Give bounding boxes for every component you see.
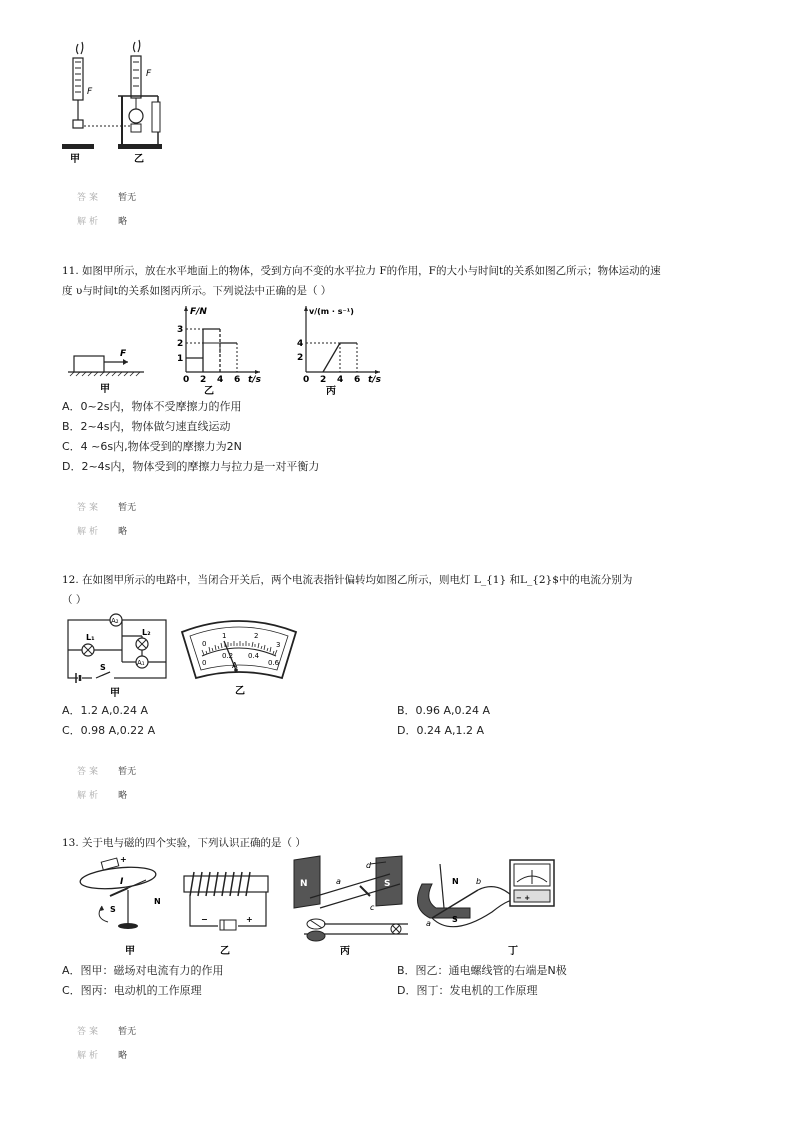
q10-analysis-row xyxy=(77,209,127,228)
analysis-label: 解析 xyxy=(77,217,102,227)
q13-label-s2: S xyxy=(384,879,391,889)
q11-bing-xlabel: t/s xyxy=(368,375,381,385)
q12-caption-yi: 乙 xyxy=(235,686,245,697)
q12-scale-bottom: 0.4 xyxy=(248,652,260,660)
q11-yi-xtick: 6 xyxy=(234,375,241,385)
q11-yi-ytick: 2 xyxy=(177,339,184,349)
analysis-label: 解析 xyxy=(77,527,102,537)
answer-value: 暂无 xyxy=(118,1027,137,1037)
q13-option-b[interactable]: B．图乙：通电螺线管的右端是N极 xyxy=(397,964,567,977)
q11-yi-ylabel: F/N xyxy=(190,307,207,317)
q13-caption-jia: 甲 xyxy=(125,946,135,957)
q11-stem-line2: 度 υ与时间t的关系如图丙所示。下列说法中正确的是（ ） xyxy=(62,285,332,297)
q12-scale-bottom: 0.2 xyxy=(222,652,234,660)
svg-text:−: − xyxy=(201,915,208,924)
q11-analysis-row xyxy=(77,519,127,538)
answer-value: 暂无 xyxy=(118,193,137,203)
q12-option-a[interactable]: A．1.2 A,0.24 A xyxy=(62,704,149,717)
analysis-label: 解析 xyxy=(77,1051,102,1061)
q13-option-d[interactable]: D．图丁：发电机的工作原理 xyxy=(397,984,538,997)
q11-caption-yi: 乙 xyxy=(204,386,214,396)
q12-switch-label: S xyxy=(100,663,106,672)
answer-label: 答案 xyxy=(77,767,102,777)
q13-fig-ding xyxy=(418,860,555,957)
q11-graph-yi xyxy=(177,306,262,396)
q13-caption-bing: 丙 xyxy=(340,946,350,957)
q13-option-a[interactable]: A．图甲：磁场对电流有力的作用 xyxy=(62,964,224,977)
analysis-value: 略 xyxy=(118,791,128,801)
q12-stem-line1: 12. 在如图甲所示的电路中，当闭合开关后，两个电流表指针偏转均如图乙所示，则电灯 L_{1} 和L_{2}$中的电流分别为 xyxy=(62,574,633,586)
answer-label: 答案 xyxy=(77,193,102,203)
q13-analysis-row xyxy=(77,1043,127,1062)
q11-bing-ylabel: v/(m · s⁻¹) xyxy=(309,307,354,316)
q12-scale-top: 1 xyxy=(222,632,227,640)
q11-bing-ytick: 2 xyxy=(297,353,304,363)
q13-label-d: d xyxy=(366,861,372,870)
q10-caption-yi: 乙 xyxy=(134,154,144,165)
q12-scale-top: 3 xyxy=(276,641,281,649)
svg-text:+: + xyxy=(246,915,253,924)
q11-caption-bing: 丙 xyxy=(326,386,336,396)
q11-caption-jia: 甲 xyxy=(100,384,110,395)
answer-value: 暂无 xyxy=(118,767,137,777)
q12-option-c[interactable]: C．0.98 A,0.22 A xyxy=(62,724,156,737)
q11-bing-xtick: 2 xyxy=(320,375,327,385)
q12-dial-unit: A xyxy=(232,661,238,670)
svg-text:+: + xyxy=(120,855,127,864)
q11-option-c[interactable]: C．4 ~6s内,物体受到的摩擦力为2N xyxy=(62,440,242,453)
q12-stem-line2: （ ） xyxy=(62,594,87,606)
analysis-value: 略 xyxy=(118,1051,128,1061)
q12-option-b[interactable]: B．0.96 A,0.24 A xyxy=(397,704,491,717)
q13-stem xyxy=(62,833,742,853)
q13-label-n3: N xyxy=(452,877,459,886)
q12-ammeter-a2: A₂ xyxy=(111,617,119,625)
analysis-label: 解析 xyxy=(77,791,102,801)
q12-caption-jia: 甲 xyxy=(110,688,120,699)
q12-scale-bottom: 0.6 xyxy=(268,659,280,667)
q13-stem-line1: 13. 关于电与磁的四个实验，下列认识正确的是（ ） xyxy=(62,837,306,849)
q11-bing-xtick: 4 xyxy=(337,375,344,385)
q11-option-b[interactable]: B．2~4s内，物体做匀速直线运动 xyxy=(62,420,231,433)
q11-yi-ytick: 1 xyxy=(177,354,184,364)
q13-label-n: N xyxy=(154,897,161,906)
q13-label-i: I xyxy=(120,877,124,887)
q11-bing-xtick: 6 xyxy=(354,375,361,385)
q13-label-s: S xyxy=(110,905,116,914)
q13-label-b: b xyxy=(476,877,482,886)
q11-stem-line1: 11. 如图甲所示，放在水平地面上的物体，受到方向不变的水平拉力 F的作用，F的大小与时间t的关系如图乙所示；物体运动的速 xyxy=(62,265,661,277)
q11-yi-xtick: 4 xyxy=(217,375,224,385)
analysis-value: 略 xyxy=(118,217,128,227)
q13-figure xyxy=(70,854,570,960)
q12-scale-bottom: 0 xyxy=(202,659,207,667)
q11-option-d[interactable]: D．2~4s内，物体受到的摩擦力与拉力是一对平衡力 xyxy=(62,460,320,473)
q13-caption-ding: 丁 xyxy=(508,946,518,957)
q10-figure xyxy=(60,38,180,168)
q12-ammeter-dial xyxy=(182,621,296,678)
q12-scale-top: 2 xyxy=(254,632,259,640)
q11-option-a[interactable]: A．0~2s内，物体不受摩擦力的作用 xyxy=(62,400,242,413)
q12-analysis-row xyxy=(77,783,127,802)
q11-figure xyxy=(62,300,392,396)
q13-label-c: c xyxy=(370,903,375,912)
q11-force-label: F xyxy=(120,349,127,359)
q11-stem xyxy=(62,261,742,301)
q12-ammeter-a1: A₁ xyxy=(137,659,145,667)
q13-label-a: a xyxy=(336,877,341,886)
q12-scale-top: 0 xyxy=(202,640,207,648)
answer-value: 暂无 xyxy=(118,503,137,513)
q13-fig-yi xyxy=(184,872,268,957)
answer-label: 答案 xyxy=(77,1027,102,1037)
q10-force-label-yi: F xyxy=(146,69,152,79)
q13-fig-bing xyxy=(294,856,408,957)
q11-answer-row xyxy=(77,495,136,514)
q12-option-d[interactable]: D．0.24 A,1.2 A xyxy=(397,724,484,737)
q11-yi-ytick: 3 xyxy=(177,325,184,335)
q13-fig-jia xyxy=(79,855,161,957)
q11-graph-bing xyxy=(297,306,382,396)
q13-label-s3: S xyxy=(452,915,458,924)
q13-option-c[interactable]: C．图丙：电动机的工作原理 xyxy=(62,984,202,997)
q11-bing-xtick: 0 xyxy=(303,375,310,385)
q13-label-a2: a xyxy=(426,919,431,928)
q12-lamp-l1: L₁ xyxy=(86,633,95,642)
analysis-value: 略 xyxy=(118,527,128,537)
q10-force-label-jia: F xyxy=(87,87,93,97)
q12-answer-row xyxy=(77,759,136,778)
q11-bing-ytick: 4 xyxy=(297,339,304,349)
q11-yi-xlabel: t/s xyxy=(248,375,261,385)
q12-stem xyxy=(62,570,742,610)
q12-figure xyxy=(62,612,312,700)
q10-caption-jia: 甲 xyxy=(70,154,80,165)
q13-caption-yi: 乙 xyxy=(220,946,230,957)
q11-yi-xtick: 2 xyxy=(200,375,207,385)
svg-text:− +: − + xyxy=(516,894,531,902)
q11-options xyxy=(62,397,319,477)
q11-yi-xtick: 0 xyxy=(183,375,190,385)
q12-lamp-l2: L₂ xyxy=(142,628,151,637)
q10-answer-row xyxy=(77,185,136,204)
q13-label-n2: N xyxy=(300,879,308,889)
q13-answer-row xyxy=(77,1019,136,1038)
answer-label: 答案 xyxy=(77,503,102,513)
